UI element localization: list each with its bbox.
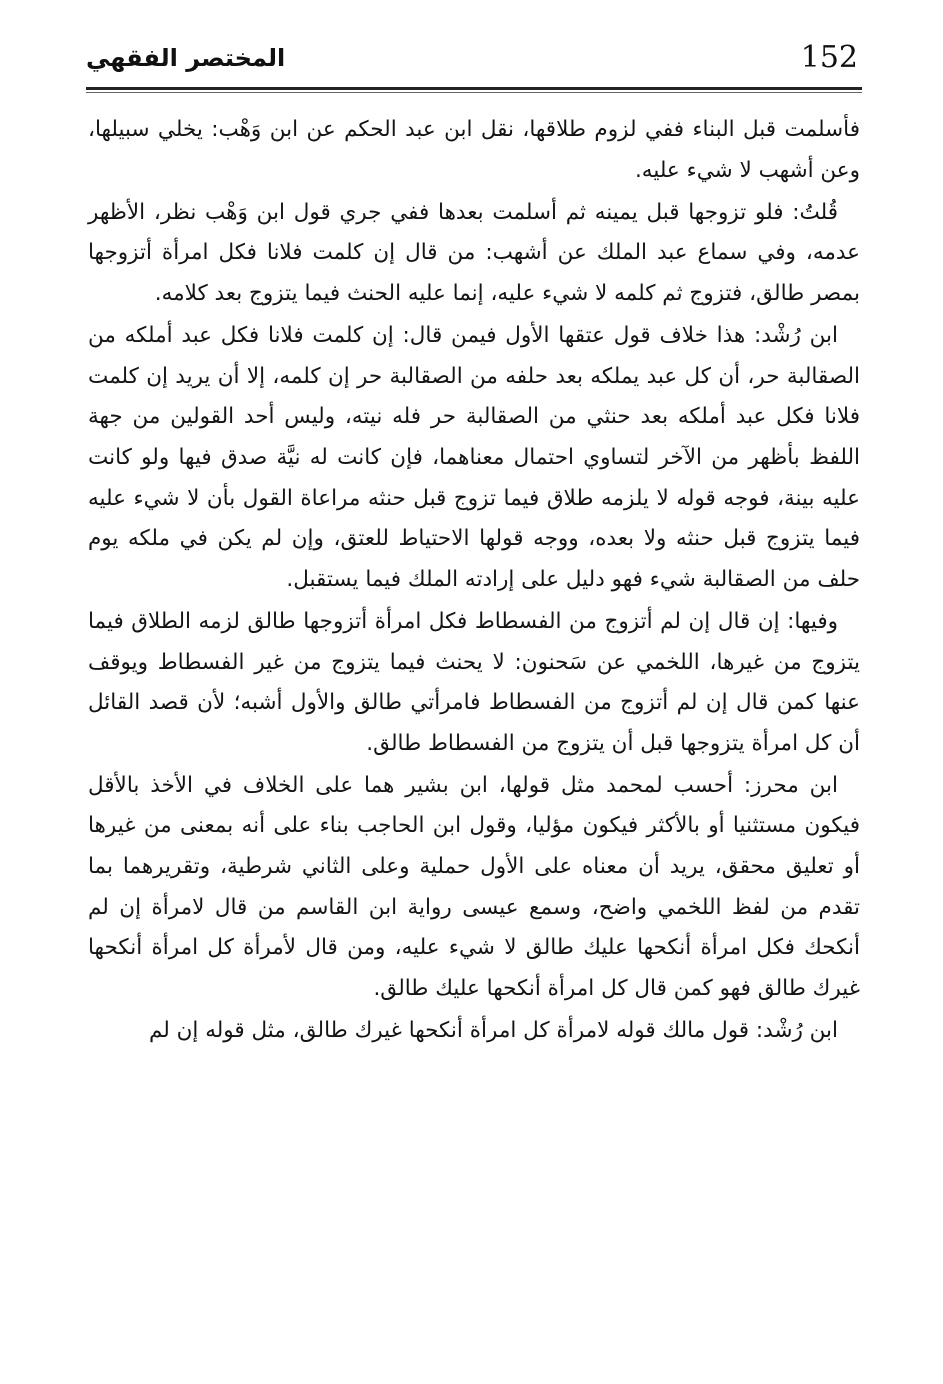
paragraph: ابن رُشْد: قول مالك قوله لامرأة كل امرأة أنكحها غيرك طالق، مثل قوله إن لم: [148, 1018, 838, 1044]
paragraph: فأسلمت قبل البناء ففي لزوم طلاقها، نقل ابن عبد الحكم عن ابن وَهْب: يخلي سبيلها، وعن أشهب لا شيء عليه.: [88, 117, 860, 183]
body-text: [88, 110, 860, 1053]
header-rule: [86, 87, 862, 90]
paragraph: ابن محرز: أحسب لمحمد مثل قولها، ابن بشير هما على الخلاف في الأخذ بالأقل فيكون مستثنيا أو بالأكثر فيكون مؤليا، وقول ابن الحاجب بناء على أنه بمعنى من غيرها أو تعليق محقق، يريد أن معناه على الأول حملية وعلى الثاني شرطية، وتقريرهما بما تقدم من لفظ اللخمي واضح، وسمع عيسى رواية ابن القاسم من قال لامرأة إن لم أنكحك فكل امرأة أنكحها عليك طالق لا شيء عليه، ومن قال لأمرأة كل امرأة أنكحها غيرك طالق فهو كمن قال كل امرأة أنكحها عليك طالق.: [88, 772, 860, 1001]
page-number: 152: [800, 40, 858, 75]
header-rule-thin: [86, 92, 862, 93]
page-header: [86, 36, 862, 92]
paragraph: وفيها: إن قال إن لم أتزوج من الفسطاط فكل امرأة أتزوجها طالق لزمه الطلاق فيما يتزوج من غيرها، اللخمي عن سَحنون: لا يحنث فيما يتزوج من غير الفسطاط ويوقف عنها كمن قال إن لم أتزوج من الفسطاط فامرأتي طالق والأول أشبه؛ لأن قصد القائل أن كل امرأة يتزوجها قبل أن يتزوج من الفسطاط طالق.: [88, 608, 860, 756]
paragraph: قُلتُ: فلو تزوجها قبل يمينه ثم أسلمت بعدها ففي جري قول ابن وَهْب نظر، الأظهر عدمه، وفي سماع عبد الملك عن أشهب: من قال إن كلمت فلانا فكل امرأة أتزوجها بمصر طالق، فتزوج ثم كلمه لا شيء عليه، إنما عليه الحنث فيما يتزوج بعد كلامه.: [88, 199, 860, 306]
running-title: المختصر الفقهي: [86, 44, 286, 72]
paragraph: ابن رُشْد: هذا خلاف قول عتقها الأول فيمن قال: إن كلمت فلانا فكل عبد أملكه من الصقالبة حر، أن كل عبد يملكه بعد حلفه من الصقالبة حر إن كلمه، إلا أن يريد إن كلمت فلانا فكل عبد أملكه بعد حنثي من الصقالبة حر فله نيته، وليس أحد القولين من جهة اللفظ بأظهر من الآخر لتساوي احتمال معناهما، فإن كانت له نيَّة صدق فيها ولو كانت عليه بينة، فوجه قوله لا يلزمه طلاق فيما تزوج قبل حنثه مراعاة القول بأن لا شيء عليه فيما يتزوج قبل حنثه ولا بعده، ووجه قولها الاحتياط للعتق، وإن لم يكن في ملكه يوم حلف من الصقالبة شيء فهو دليل على إرادته الملك فيما يستقبل.: [88, 323, 860, 592]
